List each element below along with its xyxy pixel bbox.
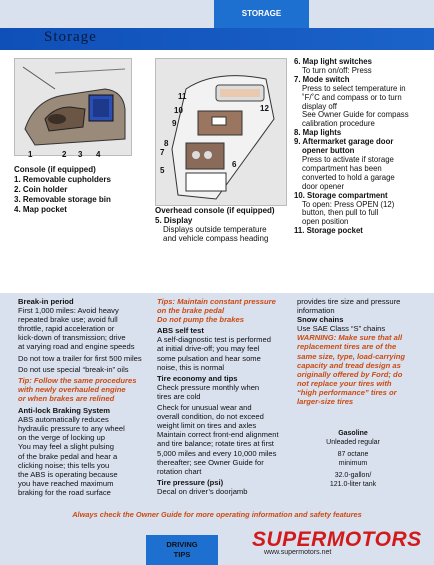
- feature-10-text: To open: Press OPEN (12): [302, 199, 395, 209]
- driving-tips-tab[interactable]: [146, 535, 218, 565]
- tire-warning: not replace your tires with: [297, 378, 392, 388]
- fuel-line: minimum: [338, 459, 368, 467]
- overhead-callout-11: 11: [178, 92, 187, 101]
- breakin-line: repeated brake use; avoid full: [18, 315, 118, 325]
- abs-line: the ABS is operating because: [18, 469, 118, 479]
- feature-7-text: Press to select temperature in: [302, 83, 406, 93]
- feature-10-title: 10. Storage compartment: [294, 190, 388, 200]
- tire-line: 5,000 miles and every 10,000 miles: [157, 448, 277, 458]
- feature-9-text: Press to activate if storage: [302, 154, 394, 164]
- psi-heading: Tire pressure (psi): [157, 477, 224, 487]
- feature-9-text: door opener: [302, 181, 345, 191]
- feature-9-text: compartment has been: [302, 163, 382, 173]
- overhead-console-illustration: [155, 58, 287, 206]
- snow-heading: Snow chains: [297, 315, 344, 325]
- tab-line: DRIVING: [166, 540, 198, 549]
- storage-tab[interactable]: STORAGE: [214, 0, 309, 28]
- selftest-line: some pulsation and hear some: [157, 353, 261, 363]
- logo-url: www.supermotors.net: [264, 549, 332, 556]
- feature-7-text: ˚F/˚C and compass or to turn: [302, 92, 402, 102]
- feature-10-text: button, then pull to full: [302, 208, 379, 218]
- tire-line: and tire balance; rotate tires at first: [157, 439, 274, 449]
- tips-column-2: [157, 297, 297, 496]
- feature-7-text: See Owner Guide for compass: [302, 110, 409, 120]
- selftest-line: noise, this is normal: [157, 362, 225, 372]
- fuel-line: Unleaded regular: [326, 438, 380, 446]
- owner-guide-note: Always check the Owner Guide for more operating information and safety features: [72, 510, 362, 519]
- overhead-title: Overhead console (if equipped): [155, 206, 275, 215]
- overhead-callout-12: 12: [260, 104, 269, 113]
- feature-7-text: display off: [302, 101, 337, 111]
- console-callout-1: 1: [28, 150, 33, 159]
- watermark-logo: [252, 528, 430, 562]
- overhead-callout-7: 7: [160, 148, 165, 157]
- follow-tip: Tip: Follow the same procedures: [18, 375, 137, 385]
- snow-text: Use SAE Class “S” chains: [297, 324, 386, 334]
- console-callout-4: 4: [96, 150, 101, 159]
- console-item-2: 2. Coin holder: [14, 185, 68, 194]
- abs-line: of the brake pedal and hear a: [18, 451, 118, 461]
- page-title: Storage: [44, 29, 97, 45]
- tire-line: Check pressure monthly when: [157, 382, 260, 392]
- logo-text: SUPERMOTORS: [252, 528, 422, 551]
- tire-line: thereafter; see Owner Guide for: [157, 457, 264, 467]
- breakin-line: kick-down of transmission; drive: [18, 333, 126, 343]
- pressure-tip: on the brake pedal: [157, 306, 225, 316]
- tire-warning: WARNING: Make sure that all: [297, 333, 403, 343]
- feature-11-title: 11. Storage pocket: [294, 226, 363, 236]
- selftest-heading: ABS self test: [157, 326, 204, 336]
- breakin-line: throttle, rapid acceleration or: [18, 324, 115, 334]
- console-illustration: [14, 58, 132, 156]
- overhead-callout-9: 9: [172, 119, 177, 128]
- fuel-line: 32.0-gallon/: [334, 472, 372, 479]
- selftest-line: at initial drive-off; you may feel: [157, 344, 260, 354]
- tire-line: weight limit on tires and axles: [157, 421, 257, 431]
- console-item-1: 1. Removable cupholders: [14, 175, 111, 184]
- storage-feature-list: [294, 58, 432, 236]
- overhead-item-5-line: and vehicle compass heading: [163, 234, 269, 243]
- tips-column-3: [297, 297, 433, 406]
- tips-column-1: [18, 297, 156, 497]
- tire-warning: larger-size tires: [297, 397, 354, 407]
- tow-warning: Do not tow a trailer for first 500 miles: [18, 353, 142, 363]
- overhead-callout-6: 6: [232, 160, 237, 169]
- follow-tip: with newly overhauled engine: [18, 384, 126, 394]
- feature-10-text: open position: [302, 217, 349, 227]
- oil-warning: Do not use special “break-in” oils: [18, 364, 129, 374]
- console-item-3: 3. Removable storage bin: [14, 195, 111, 204]
- pressure-tip: Tips: Maintain constant pressure: [157, 297, 276, 306]
- abs-line: clicking noise; this tells you: [18, 460, 110, 470]
- fuel-line: 121.0-liter tank: [329, 480, 377, 488]
- abs-line: on the verge of locking up: [18, 433, 105, 443]
- console-callout-3: 3: [78, 150, 83, 159]
- size-line: information: [297, 306, 335, 316]
- follow-tip: or when brakes are relined: [18, 393, 115, 403]
- breakin-line: at varying road and engine speeds: [18, 342, 135, 352]
- size-line: provides tire size and pressure: [297, 297, 401, 306]
- breakin-line: First 1,000 miles: Avoid heavy: [18, 306, 119, 316]
- console-callout-2: 2: [62, 150, 67, 159]
- console-item-4: 4. Map pocket: [14, 205, 67, 214]
- tab-line: TIPS: [173, 550, 191, 559]
- tire-warning: “high performance” tires or: [297, 387, 397, 397]
- feature-7-text: calibration procedure: [302, 119, 375, 129]
- fuel-line: 87 octane: [337, 451, 369, 458]
- tire-line: Maintain correct front-end alignment: [157, 430, 279, 440]
- tire-warning: same size, type, load-carrying: [297, 351, 406, 361]
- feature-9-title: opener button: [302, 146, 355, 156]
- fuel-specs: [303, 430, 403, 489]
- overhead-callout-5: 5: [160, 166, 165, 175]
- tire-warning: replacement tires are of the: [297, 342, 397, 352]
- pressure-tip: Do not pump the brakes: [157, 315, 244, 325]
- abs-heading: Anti-lock Braking System: [18, 406, 110, 416]
- abs-line: ABS automatically reduces: [18, 415, 109, 425]
- feature-6-title: 6. Map light switches: [294, 57, 372, 66]
- feature-9-text: converted to hold a garage: [302, 172, 395, 182]
- tire-warning: capacity and tread design as: [297, 360, 401, 370]
- psi-text: Decal on driver’s doorjamb: [157, 486, 248, 496]
- selftest-line: A self-diagnostic test is performed: [157, 335, 271, 345]
- console-title: Console (if equipped): [14, 165, 96, 174]
- feature-6-text: To turn on/off: Press: [302, 65, 372, 75]
- abs-line: hydraulic pressure to any wheel: [18, 424, 125, 434]
- tire-line: tires are cold: [157, 391, 201, 401]
- overhead-callout-10: 10: [174, 106, 183, 115]
- tire-line: rotation chart: [157, 466, 202, 476]
- overhead-item-5-line: Displays outside temperature: [163, 225, 267, 234]
- feature-8-title: 8. Map lights: [294, 128, 342, 138]
- abs-line: you have reached maximum: [18, 478, 114, 488]
- feature-9-title: 9. Aftermarket garage door: [294, 137, 394, 147]
- abs-line: braking for the road surface: [18, 487, 111, 497]
- overhead-item-5-title: 5. Display: [155, 216, 193, 225]
- abs-line: You may feel a slight pulsing: [18, 442, 114, 452]
- tire-line: Check for unusual wear and: [157, 403, 252, 413]
- overhead-callout-8: 8: [164, 139, 169, 148]
- tire-warning: originally offered by Ford; do: [297, 369, 403, 379]
- tire-line: overall condition, do not exceed: [157, 412, 264, 422]
- tire-heading: Tire economy and tips: [157, 373, 238, 383]
- breakin-heading: Break-in period: [18, 297, 74, 306]
- feature-7-title: 7. Mode switch: [294, 74, 350, 84]
- fuel-heading: Gasoline: [338, 430, 368, 437]
